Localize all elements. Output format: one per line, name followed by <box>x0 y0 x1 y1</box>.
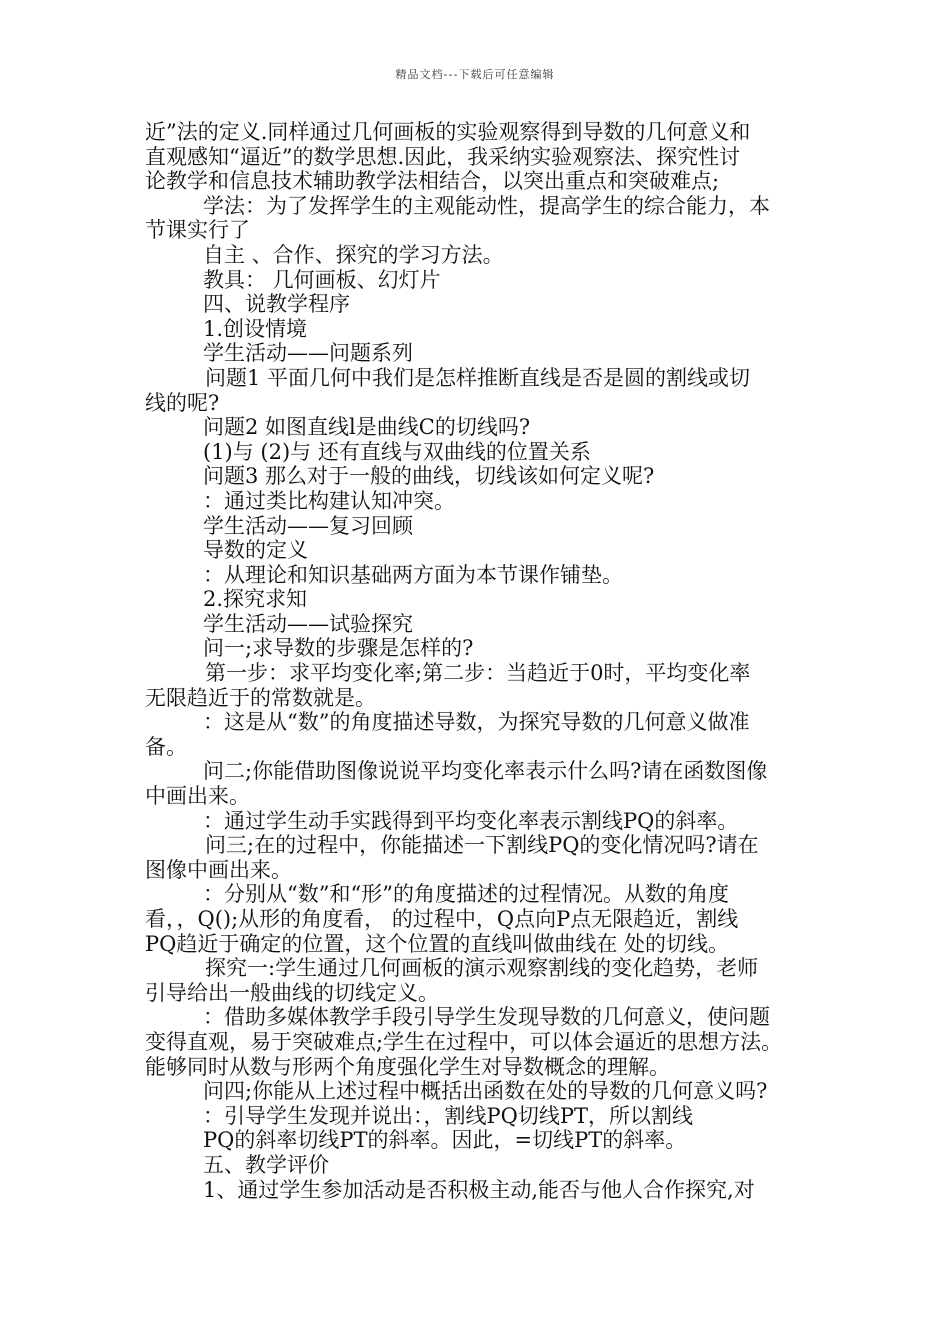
text-line: PQ的斜率切线PT的斜率。因此，=切线PT的斜率。 <box>203 1128 687 1153</box>
text-line: 能够同时从数与形两个角度强化学生对导数概念的理解。 <box>145 1054 670 1079</box>
text-line: 节课实行了 <box>145 218 250 243</box>
text-line: 教具： 几何画板、幻灯片 <box>203 267 441 292</box>
text-line: ：从理论和知识基础两方面为本节课作铺垫。 <box>203 562 623 587</box>
text-line: 四、说教学程序 <box>203 292 350 317</box>
text-line: 问一;求导数的步骤是怎样的? <box>203 636 474 661</box>
text-line: 自主 、合作、探究的学习方法。 <box>203 242 504 267</box>
text-line: ：这是从“数”的角度描述导数，为探究导数的几何意义做准 <box>203 710 750 735</box>
text-line: 学生活动——试验探究 <box>203 611 413 636</box>
text-line: 问四;你能从上述过程中概括出函数在处的导数的几何意义吗? <box>203 1079 768 1104</box>
text-line: ：通过学生动手实践得到平均变化率表示割线PQ的斜率。 <box>203 808 739 833</box>
text-line: 学生活动——复习回顾 <box>203 513 413 538</box>
text-line: 第一步：求平均变化率;第二步：当趋近于0时，平均变化率 <box>205 661 751 686</box>
page-header: 精品文档---下载后可任意编辑 <box>395 68 555 81</box>
text-line: 2.探究求知 <box>203 587 308 612</box>
text-line: 变得直观，易于突破难点;学生在过程中，可以体会逼近的思想方法。 <box>145 1029 783 1054</box>
text-line: 1、通过学生参加活动是否积极主动,能否与他人合作探究,对 <box>203 1177 755 1202</box>
text-line: 1.创设情境 <box>203 316 308 341</box>
text-line: ：引导学生发现并说出：，割线PQ切线PT，所以割线 <box>203 1103 693 1128</box>
text-line: (1)与 (2)与 还有直线与双曲线的位置关系 <box>203 439 591 464</box>
text-line: 引导给出一般曲线的切线定义。 <box>145 980 439 1005</box>
text-line: 导数的定义 <box>203 538 308 563</box>
text-line: 图像中画出来。 <box>145 857 292 882</box>
text-line: 论教学和信息技术辅助教学法相结合，以突出重点和突破难点; <box>145 169 720 194</box>
text-line: 问题1 平面几何中我们是怎样推断直线是否是圆的割线或切 <box>205 365 751 390</box>
text-line: 问题3 那么对于一般的曲线，切线该如何定义呢? <box>203 464 655 489</box>
text-line: 备。 <box>145 734 187 759</box>
text-line: 问三;在的过程中，你能描述一下割线PQ的变化情况吗?请在 <box>205 833 759 858</box>
text-line: ：借助多媒体教学手段引导学生发现导数的几何意义，使问题 <box>203 1005 770 1030</box>
text-line: 直观感知“逼近”的数学思想.因此，我采纳实验观察法、探究性讨 <box>145 144 741 169</box>
text-line: 中画出来。 <box>145 784 250 809</box>
text-line: 学法：为了发挥学生的主观能动性，提高学生的综合能力，本 <box>203 193 770 218</box>
text-line: 学生活动——问题系列 <box>203 341 413 366</box>
text-line: 看，，Q();从形的角度看， 的过程中，Q点向P点无限趋近，割线 <box>145 907 739 931</box>
text-line: 无限趋近于的常数就是。 <box>145 685 376 710</box>
text-line: 探究一:学生通过几何画板的演示观察割线的变化趋势，老师 <box>205 956 759 981</box>
text-line: 问二;你能借助图像说说平均变化率表示什么吗?请在函数图像 <box>203 759 768 784</box>
text-line: 问题2 如图直线l是曲线C的切线吗? <box>203 415 531 440</box>
text-line: 五、教学评价 <box>203 1152 329 1177</box>
text-line: ：分别从“数”和“形”的角度描述的过程情况。从数的角度 <box>203 882 729 907</box>
text-line: 线的呢? <box>145 390 220 415</box>
document-body <box>145 120 815 1202</box>
text-line: 近”法的定义.同样通过几何画板的实验观察得到导数的几何意义和 <box>145 120 751 144</box>
text-line: PQ趋近于确定的位置，这个位置的直线叫做曲线在 处的切线。 <box>145 931 730 956</box>
text-line: ：通过类比构建认知冲突。 <box>203 488 455 513</box>
